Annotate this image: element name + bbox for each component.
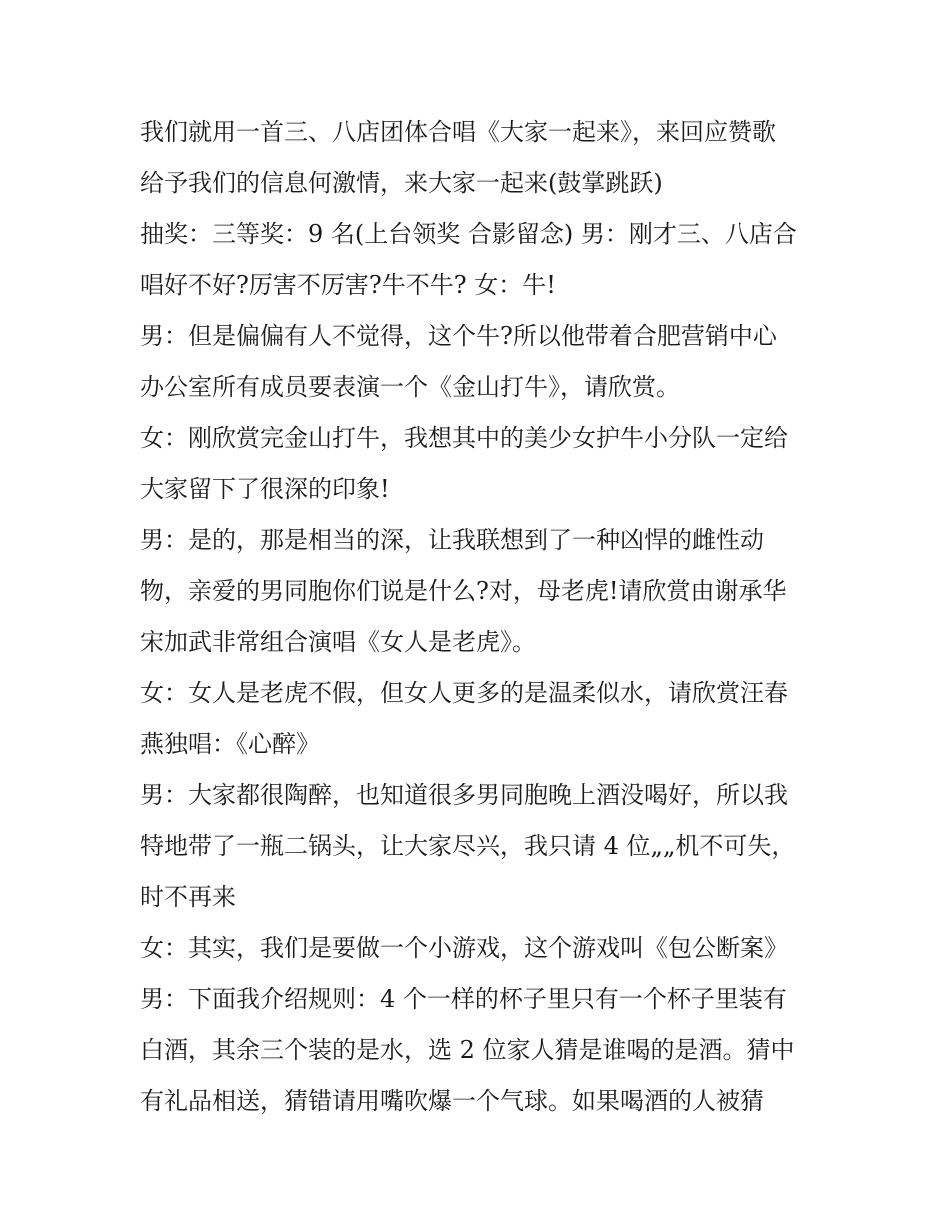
- text-line: 男：下面我介绍规则：4 个一样的杯子里只有一个杯子里装有: [140, 985, 787, 1013]
- text-line: 燕独唱：《心醉》: [140, 730, 320, 758]
- text-line: 宋加武非常组合演唱《女人是老虎》。: [140, 628, 536, 656]
- text-line: 物，亲爱的男同胞你们说是什么?对，母老虎!请欣赏由谢承华: [140, 577, 787, 605]
- text-line: 唱好不好?厉害不厉害?牛不牛? 女：牛!: [140, 271, 556, 299]
- text-line: 时不再来: [140, 883, 236, 911]
- text-line: 我们就用一首三、八店团体合唱《大家一起来》，来回应赞歌: [140, 118, 776, 146]
- document-body: [140, 107, 820, 1127]
- text-line: 男：大家都很陶醉，也知道很多男同胞晚上酒没喝好，所以我: [140, 781, 788, 809]
- text-line: 办公室所有成员要表演一个《金山打牛》，请欣赏。: [140, 373, 680, 401]
- text-line: 有礼品相送，猜错请用嘴吹爆一个气球。如果喝酒的人被猜: [140, 1087, 764, 1115]
- text-line: 抽奖：三等奖：9 名(上台领奖 合影留念) 男：刚才三、八店合: [140, 220, 797, 248]
- text-line: 男：但是偏偏有人不觉得，这个牛?所以他带着合肥营销中心: [140, 322, 777, 350]
- text-line: 特地带了一瓶二锅头，让大家尽兴，我只请 4 位„„机不可失，: [140, 832, 796, 860]
- text-line: 给予我们的信息何激情，来大家一起来(鼓掌跳跃): [140, 169, 663, 197]
- text-line: 大家留下了很深的印象!: [140, 475, 390, 503]
- text-line: 女：其实，我们是要做一个小游戏，这个游戏叫《包公断案》: [140, 934, 788, 962]
- text-line: 女：女人是老虎不假，但女人更多的是温柔似水，请欣赏汪春: [140, 679, 788, 707]
- text-line: 白酒，其余三个装的是水，选 2 位家人猜是谁喝的是酒。猜中: [140, 1036, 795, 1064]
- text-line: 女：刚欣赏完金山打牛，我想其中的美少女护牛小分队一定给: [140, 424, 788, 452]
- text-line: 男：是的，那是相当的深，让我联想到了一种凶悍的雌性动: [140, 526, 764, 554]
